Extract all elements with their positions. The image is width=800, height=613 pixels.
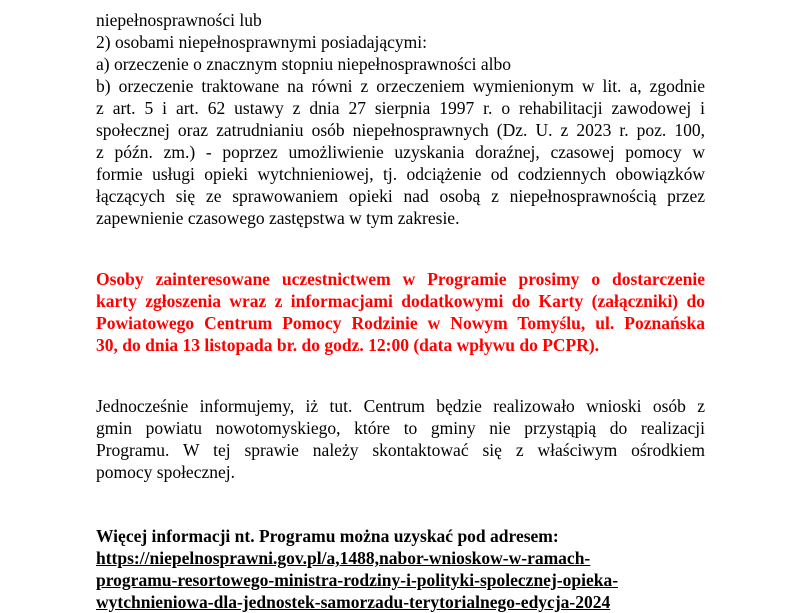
link-line[interactable]: https://niepelnosprawni.gov.pl/a,1488,nabor-wnioskow-w-ramach- xyxy=(96,548,591,568)
text-line: pomocy społecznej. xyxy=(96,462,235,482)
spacer xyxy=(96,356,705,378)
text-line: Jednocześnie informujemy, iż tut. Centrum będzie realizowało wnioski osób z xyxy=(96,396,705,416)
spacer xyxy=(96,505,705,525)
spacer xyxy=(96,483,705,505)
submission-notice xyxy=(96,268,705,356)
eligibility-paragraph xyxy=(96,0,705,229)
spacer xyxy=(96,229,705,251)
text-line: formie usługi opieki wytchnieniowej, tj. odciążenie od codziennych obowiązków xyxy=(96,164,705,184)
more-info-heading: Więcej informacji nt. Programu można uzyskać pod adresem: xyxy=(96,526,559,546)
text-line: a) orzeczenie o znacznym stopniu niepełnosprawności albo xyxy=(96,54,511,74)
link-line[interactable]: programu-resortowego-ministra-rodziny-i-polityki-spolecznej-opieka- xyxy=(96,570,619,590)
spacer xyxy=(96,251,705,268)
notice-line: karty zgłoszenia wraz z informacjami dodatkowymi do Karty (załączniki) do xyxy=(96,291,705,311)
text-line: z późn. zm.) - poprzez umożliwienie uzyskania doraźnej, czasowej pomocy w xyxy=(96,142,705,162)
spacer xyxy=(96,378,705,395)
text-line: niepełnosprawności lub xyxy=(96,10,262,30)
text-line: społecznej oraz zatrudnianiu osób niepełnosprawnych (Dz. U. z 2023 r. poz. 100, xyxy=(96,120,705,140)
text-line: łączących się ze sprawowaniem opieki nad osobą z niepełnosprawnością przez xyxy=(96,186,705,206)
info-paragraph xyxy=(96,395,705,483)
link-line[interactable]: wytchnieniowa-dla-jednostek-samorzadu-terytorialnego-edycja-2024 xyxy=(96,592,611,612)
text-line: b) orzeczenie traktowane na równi z orzeczeniem wymienionym w lit. a, zgodnie xyxy=(96,76,705,96)
text-line: gmin powiatu nowotomyskiego, które to gminy nie przystąpią do realizacji xyxy=(96,418,705,438)
document-page xyxy=(96,0,705,613)
text-line: z art. 5 i art. 62 ustawy z dnia 27 sierpnia 1997 r. o rehabilitacji zawodowej i xyxy=(96,98,705,118)
notice-line: Osoby zainteresowane uczestnictwem w Programie prosimy o dostarczenie xyxy=(96,269,705,289)
notice-line: 30, do dnia 13 listopada br. do godz. 12:00 (data wpływu do PCPR). xyxy=(96,335,600,355)
text-line: Programu. W tej sprawie należy skontaktować się z właściwym ośrodkiem xyxy=(96,440,705,460)
notice-line: Powiatowego Centrum Pomocy Rodzinie w Nowym Tomyślu, ul. Poznańska xyxy=(96,313,705,333)
text-line: zapewnienie czasowego zastępstwa w tym zakresie. xyxy=(96,208,460,228)
text-line xyxy=(96,0,705,9)
program-link[interactable] xyxy=(96,547,705,613)
text-line: 2) osobami niepełnosprawnymi posiadającymi: xyxy=(96,32,427,52)
